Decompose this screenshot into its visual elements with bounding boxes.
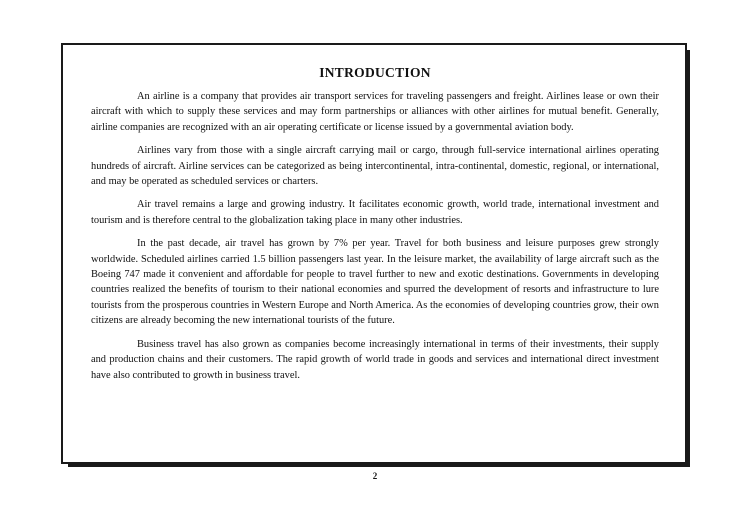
paragraph-1: An airline is a company that provides air transport services for traveling passengers and freight. Airlines lease or own their aircraft with which to supply these services and may form partnerships or alliances with other airlines for mutual benefit. Generally, airline companies are recognized with an air operating certificate or license issued by a governmental aviation body.	[91, 91, 659, 133]
page-title: INTRODUCTION	[319, 65, 431, 80]
paragraph-2: Airlines vary from those with a single aircraft carrying mail or cargo, through full-service international airlines operating hundreds of aircraft. Airline services can be categorized as being intercontinental, intra-continental, domestic, regional, or international, and may be operated as scheduled services or charters.	[91, 145, 659, 188]
paragraph-3: Air travel remains a large and growing industry. It facilitates economic growth, world trade, international investment and tourism and is therefore central to the globalization taking place in many other industries.	[91, 199, 659, 226]
document-body	[91, 65, 659, 391]
page-border	[61, 43, 687, 464]
paragraph-4: In the past decade, air travel has grown by 7% per year. Travel for both business and leisure purposes grew strongly worldwide. Scheduled airlines carried 1.5 billion passengers last year. In the leisure market, the availability of large aircraft such as the Boeing 747 made it convenient and affordable for people to travel further to new and exotic destinations. Governments in developing countries realized the benefits of tourism to their national economies and spurred the development of resorts and infrastructure to lure tourists from the prosperous countries in Western Europe and North America. As the economies of developing countries grow, their own citizens are already becoming the new international tourists of the future.	[91, 238, 659, 327]
page-number: 2	[372, 471, 378, 481]
paragraph-5: Business travel has also grown as companies become increasingly international in terms of their investments, their supply and production chains and their customers. The rapid growth of world trade in goods and services and international direct investment have also contributed to growth in business travel.	[91, 338, 659, 381]
